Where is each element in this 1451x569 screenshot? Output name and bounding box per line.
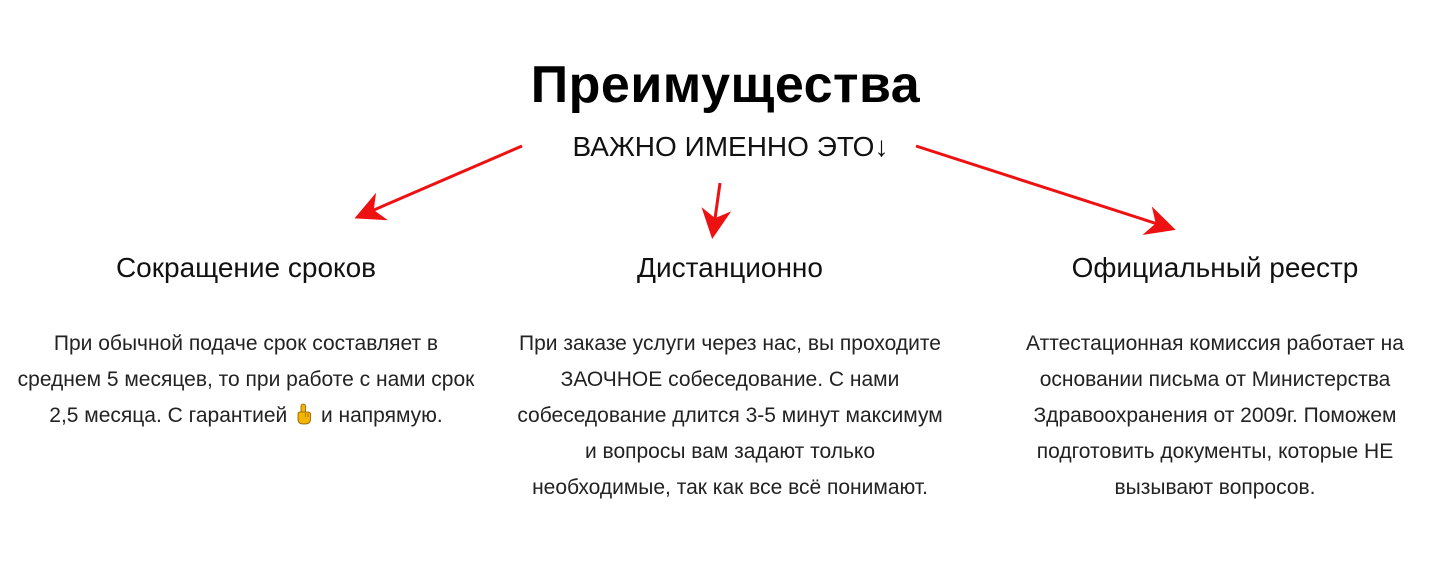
feature-column-remote [490, 248, 970, 506]
pointing-up-finger-icon [295, 403, 313, 425]
feature-column-registry [977, 248, 1451, 506]
page-title: Преимущества [530, 55, 921, 114]
subtitle-important: ВАЖНО ИМЕННО ЭТО↓ [572, 131, 889, 162]
feature-column-terms [6, 248, 486, 434]
feature-description: При заказе услуги через нас, вы проходите ЗАОЧНОЕ собеседование. С нами собеседование длится 3-5 минут максимум и вопросы вам задают только необходимые, так как все всё понимают. [517, 332, 943, 499]
feature-text-part: и напрямую. [320, 404, 443, 427]
feature-heading: Сокращение сроков [115, 252, 377, 283]
feature-heading: Дистанционно [637, 252, 823, 283]
feature-text-part: При обычной подаче срок составляет в среднем 5 месяцев, то при работе с нами срок 2,5 месяца. С гарантией [17, 332, 475, 427]
arrow-center [713, 183, 720, 233]
feature-heading: Официальный реестр [1071, 252, 1359, 283]
feature-description [16, 326, 476, 434]
feature-description: Аттестационная комиссия работает на основании письма от Министерства Здравоохранения от 2009г. Поможем подготовить документы, которые НЕ вызывают вопросов. [1026, 332, 1404, 499]
